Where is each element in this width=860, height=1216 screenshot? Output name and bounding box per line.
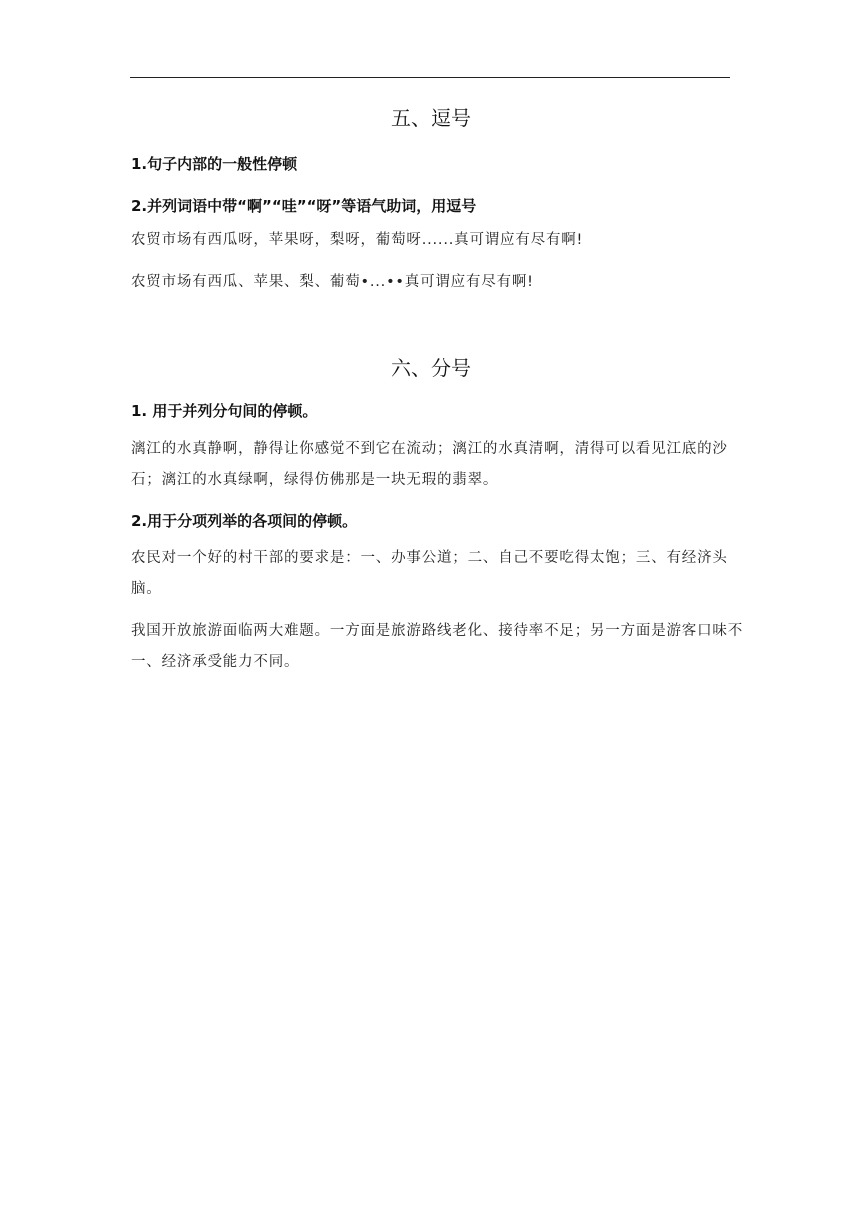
semicolon-example-3: 我国开放旅游面临两大难题。一方面是旅游路线老化、接待率不足；另一方面是游客口味不一、经济承受能力不同。	[131, 623, 743, 670]
semicolon-example-1: 漓江的水真静啊，静得让你感觉不到它在流动；漓江的水真清啊，清得可以看见江底的沙石；漓江的水真绿啊，绿得仿佛那是一块无瑕的翡翠。	[131, 441, 728, 488]
comma-example-1: 农贸市场有西瓜呀，苹果呀，梨呀，葡萄呀......真可谓应有尽有啊!	[131, 232, 584, 248]
semicolon-example-2: 农民对一个好的村干部的要求是：一、办事公道；二、自己不要吃得太饱；三、有经济头脑。	[131, 550, 728, 597]
comma-example-2: 农贸市场有西瓜、苹果、梨、葡萄•...••真可谓应有尽有啊!	[131, 274, 534, 290]
section-title-semicolon: 六、分号	[391, 356, 471, 380]
document-body	[131, 100, 743, 678]
comma-rule-1: 1.句子内部的一般性停顿	[131, 155, 298, 173]
semicolon-rule-1: 1. 用于并列分句间的停顿。	[131, 402, 318, 420]
header-rule	[130, 77, 730, 78]
section-title-comma: 五、逗号	[391, 106, 471, 130]
comma-rule-2: 2.并列词语中带“啊”“哇”“呀”等语气助词，用逗号	[131, 197, 477, 215]
semicolon-rule-2: 2.用于分项列举的各项间的停顿。	[131, 512, 358, 530]
